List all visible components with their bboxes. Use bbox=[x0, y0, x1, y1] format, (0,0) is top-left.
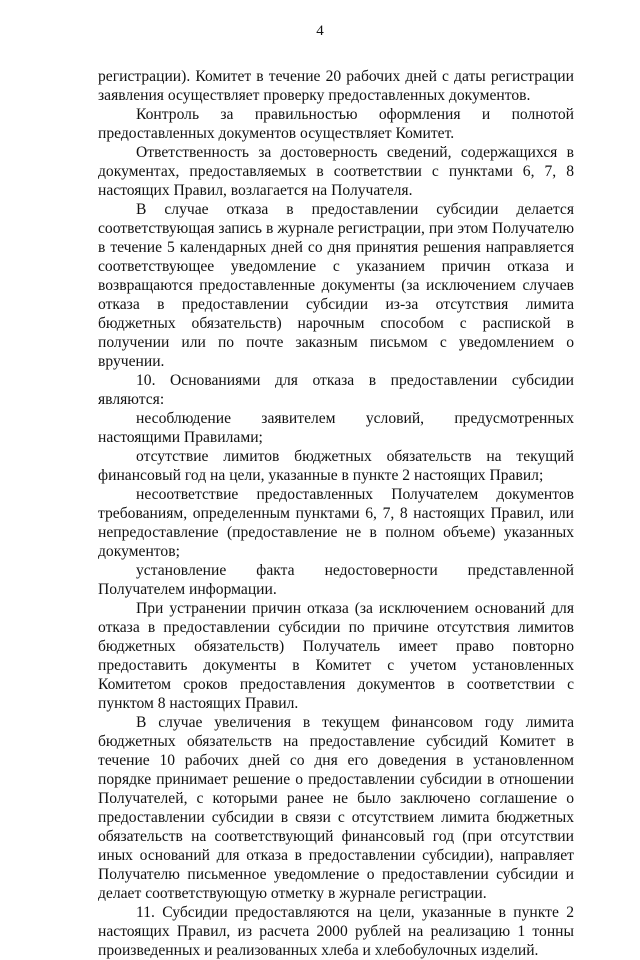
page-number: 4 bbox=[316, 23, 324, 39]
paragraph-ground-no-limits: отсутствие лимитов бюджетных обязательств на текущий финансовый год на цели, указанные в пункте 2 настоящих Правил; bbox=[98, 448, 574, 484]
paragraph-resubmission: При устранении причин отказа (за исключением оснований для отказа в предоставлении субсидии по причине отсутствия лимитов бюджетных обязательств) Получатель имеет право повторно предоставить документы в Комитет с учетом установленных Комитетом сроков предоставления документов в соответствии с пунктом 8 настоящих Правил. bbox=[98, 600, 574, 712]
paragraph-refusal-grounds-heading: 10. Основаниями для отказа в предоставлении субсидии являются: bbox=[98, 372, 574, 408]
paragraph-ground-documents: несоответствие предоставленных Получателем документов требованиям, определенным пунктами 6, 7, 8 настоящих Правил, или непредоставление (предоставление не в полном объеме) указанных документов; bbox=[98, 486, 574, 560]
paragraph-ground-noncompliance: несоблюдение заявителем условий, предусмотренных настоящими Правилами; bbox=[98, 410, 574, 446]
paragraph-responsibility: Ответственность за достоверность сведений, содержащихся в документах, предоставляемых в соответствии с пунктами 6, 7, 8 настоящих Правил, возлагается на Получателя. bbox=[98, 144, 574, 199]
paragraph-limit-increase: В случае увеличения в текущем финансовом году лимита бюджетных обязательств на предоставление субсидий Комитет в течение 10 рабочих дней со дня его доведения в установленном порядке принимает решение о предоставлении субсидии в отношении Получателей, с которыми ранее не было заключено соглашение о предоставлении субсидии в связи с отсутствием лимита бюджетных обязательств на соответствующий финансовый год (при отсутствии иных оснований для отказа в предоставлении субсидии), направляет Получателю письменное уведомление о предоставлении субсидии и делает соответствующую отметку в журнале регистрации. bbox=[98, 714, 574, 902]
document-body bbox=[98, 67, 574, 960]
paragraph-subsidy-rate: 11. Субсидии предоставляются на цели, указанные в пункте 2 настоящих Правил, из расчета 2000 рублей на реализацию 1 тонны произведенных и реализованных хлеба и хлебобулочных изделий. bbox=[98, 904, 574, 959]
paragraph-ground-false-info: установление факта недостоверности представленной Получателем информации. bbox=[98, 562, 574, 598]
paragraph-registration-review: регистрации). Комитет в течение 20 рабочих дней с даты регистрации заявления осуществляет проверку предоставленных документов. bbox=[98, 68, 574, 104]
paragraph-control: Контроль за правильностью оформления и полнотой предоставленных документов осуществляет Комитет. bbox=[98, 106, 574, 142]
paragraph-refusal-procedure: В случае отказа в предоставлении субсидии делается соответствующая запись в журнале регистрации, при этом Получателю в течение 5 календарных дней со дня принятия решения направляется соответствующее уведомление с указанием причин отказа и возвращаются предоставленные документы (за исключением случаев отказа в предоставлении субсидии из-за отсутствия лимита бюджетных обязательств) нарочным способом с распиской в получении или по почте заказным письмом с уведомлением о вручении. bbox=[98, 201, 574, 370]
